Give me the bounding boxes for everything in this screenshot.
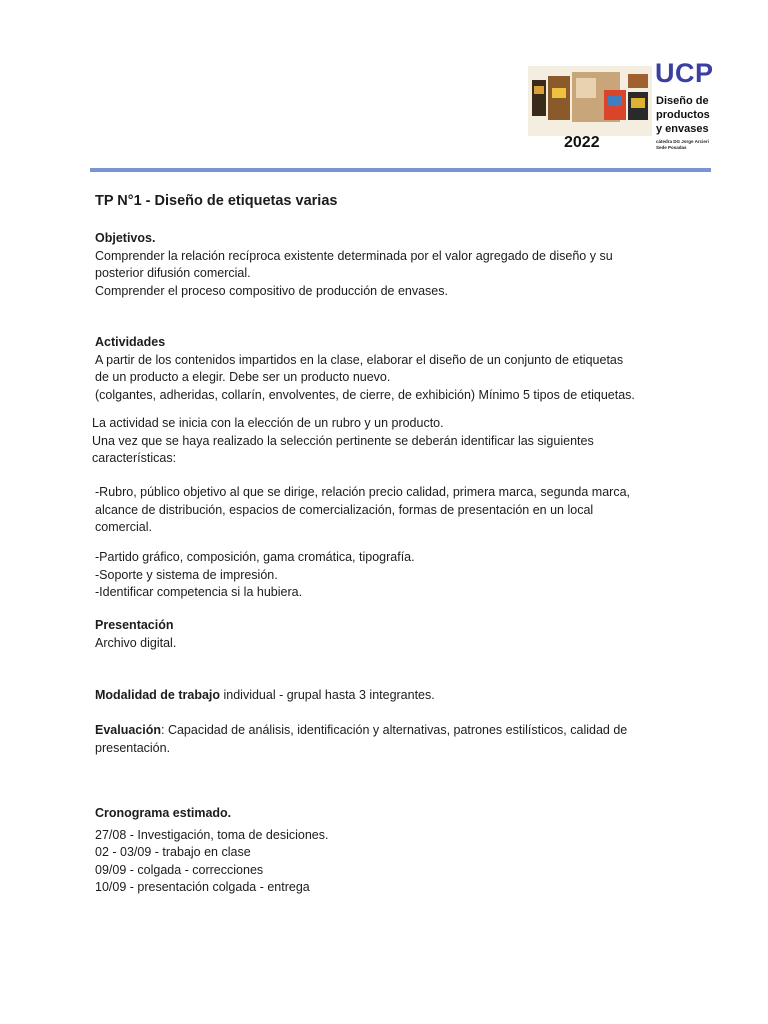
work-mode-section — [95, 687, 435, 705]
box-shape — [534, 86, 544, 94]
page-title: TP N°1 - Diseño de etiquetas varias — [95, 193, 338, 209]
start-section — [92, 415, 594, 468]
credit-line: cátedra DG Jorge Arcieri — [656, 139, 709, 144]
brand-logo-text: UCP — [655, 58, 714, 88]
activities-section — [95, 334, 635, 404]
objectives-line: Comprender el proceso compositivo de producción de envases. — [95, 283, 448, 298]
presentation-section — [95, 617, 176, 652]
characteristics-line: alcance de distribución, espacios de comercialización, formas de presentación en un local — [95, 502, 594, 517]
evaluation-label: Evaluación — [95, 723, 161, 737]
header-divider — [90, 168, 711, 172]
graphic-list — [95, 549, 415, 602]
schedule-item: 09/09 - colgada - correcciones — [95, 862, 264, 877]
box-shape — [552, 88, 566, 98]
schedule-section — [95, 805, 328, 897]
course-name-line: y envases — [656, 123, 709, 135]
box-shape — [576, 78, 596, 98]
objectives-line: posterior difusión comercial. — [95, 266, 251, 280]
box-shape — [631, 98, 645, 108]
packaging-products-photo — [528, 66, 652, 136]
schedule-heading: Cronograma estimado. — [95, 806, 232, 820]
objectives-heading: Objetivos. — [95, 231, 156, 245]
evaluation-text: : Capacidad de análisis, identificación y alternativas, patrones estilísticos, calidad de — [161, 723, 628, 737]
start-line: características: — [92, 451, 177, 465]
activities-line: A partir de los contenidos impartidos en la clase, elaborar el diseño de un conjunto de etiquetas — [95, 352, 624, 367]
course-name-line: productos — [656, 109, 710, 121]
presentation-heading: Presentación — [95, 618, 174, 632]
graphic-line: -Identificar competencia si la hubiera. — [95, 585, 303, 599]
start-line: Una vez que se haya realizado la selección pertinente se deberán identificar las siguientes — [92, 433, 594, 448]
graphic-line: -Soporte y sistema de impresión. — [95, 567, 278, 582]
schedule-item: 02 - 03/09 - trabajo en clase — [95, 845, 251, 859]
activities-heading: Actividades — [95, 335, 166, 349]
course-credit — [656, 139, 718, 151]
objectives-section — [95, 230, 613, 300]
course-name — [656, 94, 718, 136]
evaluation-section — [95, 722, 627, 757]
box-shape — [548, 76, 570, 120]
presentation-line: Archivo digital. — [95, 635, 177, 650]
graphic-line: -Partido gráfico, composición, gama cromática, tipografía. — [95, 550, 415, 564]
start-line: La actividad se inicia con la elección de un rubro y un producto. — [92, 416, 444, 430]
characteristics-list — [95, 484, 630, 537]
work-mode-text: individual - grupal hasta 3 integrantes. — [220, 688, 435, 702]
objectives-line: Comprender la relación recíproca existente determinada por el valor agregado de diseño y su — [95, 248, 613, 263]
credit-line: Sede Posadas — [656, 145, 687, 150]
box-shape — [608, 96, 622, 106]
activities-line: de un producto a elegir. Debe ser un producto nuevo. — [95, 370, 391, 384]
course-header — [528, 58, 718, 158]
evaluation-line: presentación. — [95, 740, 171, 755]
schedule-item: 27/08 - Investigación, toma de desiciones. — [95, 827, 329, 842]
characteristics-line: -Rubro, público objetivo al que se dirige, relación precio calidad, primera marca, segunda marca, — [95, 485, 630, 499]
work-mode-line — [95, 687, 435, 705]
schedule-item: 10/09 - presentación colgada - entrega — [95, 880, 310, 894]
activities-line: (colgantes, adheridas, collarín, envolventes, de cierre, de exhibición) Mínimo 5 tipos de etiquetas. — [95, 387, 635, 402]
box-shape — [628, 74, 648, 88]
work-mode-label: Modalidad de trabajo — [95, 688, 221, 702]
evaluation-line — [95, 722, 627, 740]
year-label: 2022 — [564, 134, 600, 151]
course-name-line: Diseño de — [656, 95, 709, 107]
characteristics-line: comercial. — [95, 520, 152, 534]
